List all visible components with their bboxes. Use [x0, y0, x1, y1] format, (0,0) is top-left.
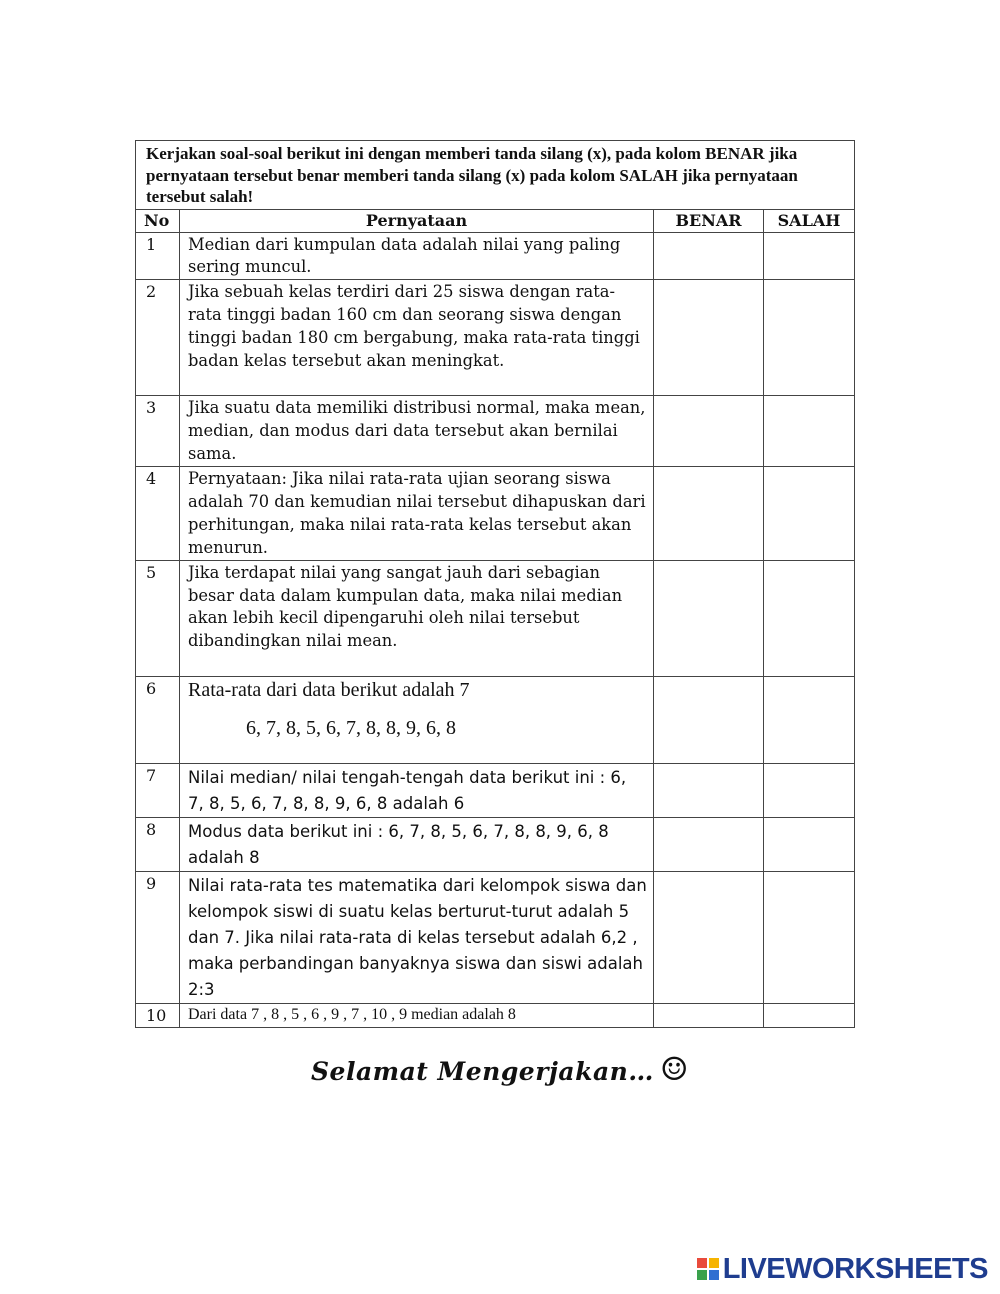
statement-text: Jika terdapat nilai yang sangat jauh dari sebagian besar data dalam kumpulan data, maka nilai median akan lebih kecil dipengaruhi oleh nilai tersebut dibandingkan nilai mean. [180, 560, 654, 676]
statement-text: Rata-rata dari data berikut adalah 7 [188, 678, 470, 701]
answer-cell-false[interactable] [764, 232, 855, 280]
statement-text: Modus data berikut ini : 6, 7, 8, 5, 6, 7, 8, 8, 9, 6, 8 adalah 8 [180, 817, 654, 871]
table-row [136, 817, 855, 871]
table-row [136, 1003, 855, 1027]
table-row [136, 871, 855, 1003]
brand-name: LIVEWORKSHEETS [722, 1252, 988, 1285]
answer-cell-true[interactable] [654, 560, 764, 676]
closing-text: Selamat Mengerjakan… [311, 1057, 654, 1086]
answer-cell-true[interactable] [654, 232, 764, 280]
brand-block [709, 1270, 719, 1280]
row-number: 3 [136, 396, 180, 467]
row-number: 4 [136, 467, 180, 561]
brand-block [697, 1270, 707, 1280]
header-false: SALAH [764, 209, 855, 232]
statement-cell [180, 676, 654, 763]
answer-cell-false[interactable] [764, 467, 855, 561]
row-number: 9 [136, 871, 180, 1003]
statement-text: Pernyataan: Jika nilai rata-rata ujian seorang siswa adalah 70 dan kemudian nilai tersebut dihapuskan dari perhitungan, maka nilai rata-rata kelas tersebut akan menurun. [180, 467, 654, 561]
answer-cell-true[interactable] [654, 871, 764, 1003]
instructions: Kerjakan soal-soal berikut ini dengan memberi tanda silang (x), pada kolom BENAR jika pernyataan tersebut benar memberi tanda silang (x) pada kolom SALAH jika pernyataan tersebut salah! [136, 141, 855, 210]
closing-message [0, 1050, 1000, 1088]
row-number: 10 [136, 1003, 180, 1027]
header-true: BENAR [654, 209, 764, 232]
answer-cell-true[interactable] [654, 280, 764, 396]
answer-cell-true[interactable] [654, 676, 764, 763]
table-header-row [136, 209, 855, 232]
row-number: 6 [136, 676, 180, 763]
row-number: 1 [136, 232, 180, 280]
header-no: No [136, 209, 180, 232]
table-row [136, 467, 855, 561]
row-number: 7 [136, 763, 180, 817]
table-row [136, 280, 855, 396]
table-row [136, 560, 855, 676]
answer-cell-false[interactable] [764, 871, 855, 1003]
brand-blocks-icon [697, 1258, 719, 1280]
data-line: 6, 7, 8, 5, 6, 7, 8, 8, 9, 6, 8 [246, 716, 456, 739]
answer-cell-true[interactable] [654, 1003, 764, 1027]
answer-cell-true[interactable] [654, 467, 764, 561]
statement-text: Jika suatu data memiliki distribusi normal, maka mean, median, dan modus dari data tersebut akan bernilai sama. [180, 396, 654, 467]
answer-cell-false[interactable] [764, 280, 855, 396]
table-row [136, 676, 855, 763]
statement-text: Dari data 7 , 8 , 5 , 6 , 9 , 7 , 10 , 9 median adalah 8 [180, 1003, 654, 1027]
answer-cell-true[interactable] [654, 817, 764, 871]
brand-block [697, 1258, 707, 1268]
table-row [136, 396, 855, 467]
answer-cell-false[interactable] [764, 763, 855, 817]
worksheet-table [135, 140, 855, 1028]
answer-cell-true[interactable] [654, 396, 764, 467]
answer-cell-false[interactable] [764, 817, 855, 871]
brand-logo [697, 1254, 988, 1284]
row-number: 8 [136, 817, 180, 871]
answer-cell-false[interactable] [764, 396, 855, 467]
table-row [136, 763, 855, 817]
table-row [136, 232, 855, 280]
statement-text: Nilai rata-rata tes matematika dari kelompok siswa dan kelompok siswi di suatu kelas berturut-turut adalah 5 dan 7. Jika nilai rata-rata di kelas tersebut adalah 6,2 , maka perbandingan banyaknya siswa dan siswi adalah 2:3 [180, 871, 654, 1003]
statement-text: Median dari kumpulan data adalah nilai yang paling sering muncul. [180, 232, 654, 280]
smiley-icon: ☺ [659, 1050, 689, 1088]
answer-cell-false[interactable] [764, 676, 855, 763]
statement-text: Jika sebuah kelas terdiri dari 25 siswa dengan rata-rata tinggi badan 160 cm dan seorang siswa dengan tinggi badan 180 cm bergabung, maka rata-rata tinggi badan kelas tersebut akan meningkat. [180, 280, 654, 396]
row-number: 2 [136, 280, 180, 396]
answer-cell-true[interactable] [654, 763, 764, 817]
header-statement: Pernyataan [180, 209, 654, 232]
statement-text: Nilai median/ nilai tengah-tengah data berikut ini : 6, 7, 8, 5, 6, 7, 8, 8, 9, 6, 8 adalah 6 [180, 763, 654, 817]
row-number: 5 [136, 560, 180, 676]
answer-cell-false[interactable] [764, 1003, 855, 1027]
brand-block [709, 1258, 719, 1268]
answer-cell-false[interactable] [764, 560, 855, 676]
